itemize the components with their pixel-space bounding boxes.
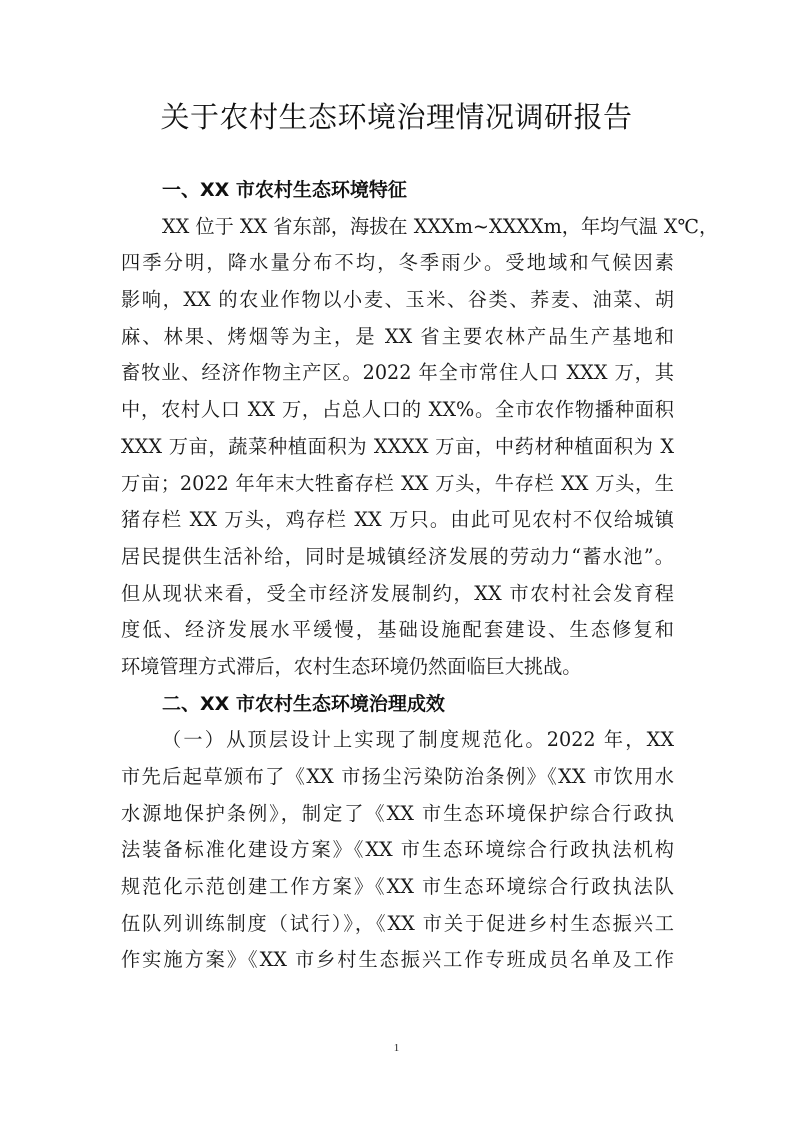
paragraph-line: 伍队列训练制度（试行）》，《XX 市关于促进乡村生态振兴工 [121, 911, 674, 935]
section-1-paragraph [121, 209, 719, 686]
paragraph-line: 法装备标准化建设方案》《XX 市生态环境综合行政执法机构 [121, 838, 674, 862]
paragraph-line: XX 位于 XX 省东部，海拔在 XXXm~XXXXm，年均气温 X℃， [162, 214, 719, 238]
section-heading-1: 一、XX 市农村生态环境特征 [162, 179, 407, 201]
section-2-paragraph [121, 722, 674, 979]
paragraph-line: （一）从顶层设计上实现了制度规范化。2022 年，XX [162, 728, 674, 752]
paragraph-line: 市先后起草颁布了《XX 市扬尘污染防治条例》《XX 市饮用水 [121, 765, 674, 788]
section-heading-2: 二、XX 市农村生态环境治理成效 [162, 692, 445, 715]
paragraph-line: 居民提供生活补给，同时是城镇经济发展的劳动力“蓄水池”。 [121, 544, 674, 568]
paragraph-line: 畜牧业、经济作物主产区。2022 年全市常住人口 XXX 万，其 [121, 361, 674, 385]
document-title: 关于农村生态环境治理情况调研报告 [160, 100, 633, 134]
paragraph-line: 环境管理方式滞后，农村生态环境仍然面临巨大挑战。 [121, 654, 582, 678]
paragraph-line: 水源地保护条例》，制定了《XX 市生态环境保护综合行政执 [121, 801, 674, 825]
paragraph-line: XXX 万亩，蔬菜种植面积为 XXXX 万亩，中药材种植面积为 X [121, 434, 674, 458]
paragraph-line: 度低、经济发展水平缓慢，基础设施配套建设、生态修复和 [121, 618, 674, 642]
paragraph-line: 规范化示范创建工作方案》《XX 市生态环境综合行政执法队 [121, 875, 674, 899]
paragraph-line: 作实施方案》《XX 市乡村生态振兴工作专班成员名单及工作 [121, 948, 674, 972]
paragraph-line: 中，农村人口 XX 万，占总人口的 XX%。全市农作物播种面积 [121, 398, 674, 422]
paragraph-line: 万亩；2022 年年末大牲畜存栏 XX 万头，牛存栏 XX 万头，生 [121, 471, 674, 495]
paragraph-line: 但从现状来看，受全市经济发展制约，XX 市农村社会发育程 [121, 581, 674, 605]
paragraph-line: 影响，XX 的农业作物以小麦、玉米、谷类、荞麦、油菜、胡 [121, 288, 674, 312]
paragraph-line: 四季分明，降水量分布不均，冬季雨少。受地域和气候因素 [121, 251, 674, 275]
document-body [121, 172, 719, 979]
paragraph-line: 猪存栏 XX 万头，鸡存栏 XX 万只。由此可见农村不仅给城镇 [121, 508, 674, 532]
paragraph-line: 麻、林果、烤烟等为主，是 XX 省主要农林产品生产基地和 [121, 324, 674, 348]
page-number: 1 [393, 1042, 400, 1054]
